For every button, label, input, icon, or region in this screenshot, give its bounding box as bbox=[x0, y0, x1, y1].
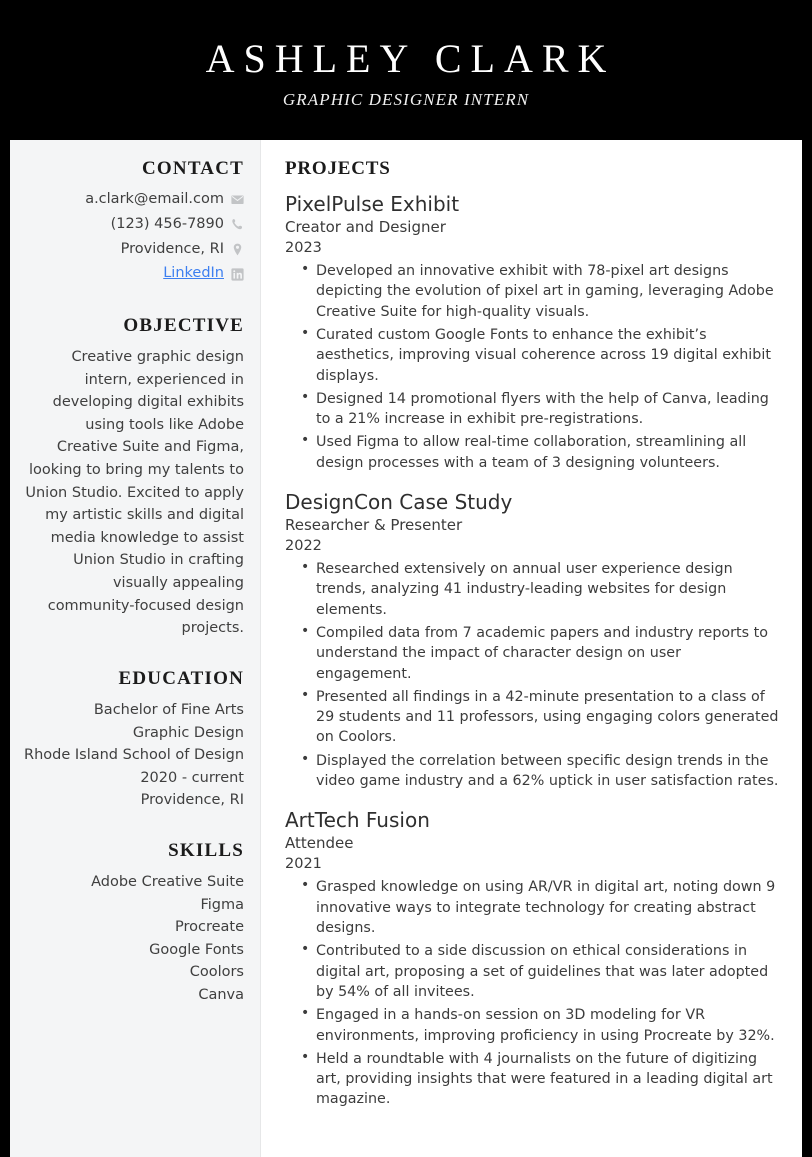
project-bullet: • Used Figma to allow real-time collaboration, streamlining all design processes with a team of 3 designing volunteers. bbox=[316, 432, 780, 473]
project-role: Attendee bbox=[285, 834, 354, 853]
project-bullets bbox=[285, 877, 780, 1109]
project-title: ArtTech Fusion bbox=[285, 808, 430, 833]
project-bullets bbox=[285, 559, 780, 791]
project-bullet: • Developed an innovative exhibit with 78-pixel art designs depicting the evolution of pixel art in gaming, leveraging Adobe Creative Suite for high-quality visuals. bbox=[316, 261, 780, 322]
candidate-job-title: GRAPHIC DESIGNER INTERN bbox=[282, 90, 530, 109]
contact-item-linkedin[interactable] bbox=[24, 263, 244, 285]
education-line: 2020 - current bbox=[140, 769, 244, 786]
project-bullets bbox=[285, 261, 780, 473]
candidate-name: ASHLEY CLARK bbox=[205, 36, 616, 81]
contact-heading: CONTACT bbox=[142, 158, 244, 179]
contact-linkedin-link[interactable]: LinkedIn bbox=[163, 265, 224, 282]
objective-section bbox=[24, 315, 244, 640]
resume-header bbox=[0, 0, 812, 140]
skill-item: Figma bbox=[200, 896, 244, 913]
project-bullet: • Engaged in a hands-on session on 3D modeling for VR environments, improving proficiency in using Procreate by 32%. bbox=[316, 1005, 780, 1046]
education-line: Bachelor of Fine Arts bbox=[93, 701, 244, 718]
project-bullet: • Compiled data from 7 academic papers and industry reports to understand the impact of character design on user engagement. bbox=[316, 623, 780, 684]
skill-item: Procreate bbox=[174, 919, 244, 936]
skill-item: Adobe Creative Suite bbox=[91, 873, 244, 890]
project-year: 2022 bbox=[285, 537, 322, 554]
objective-heading: OBJECTIVE bbox=[123, 315, 244, 336]
project-bullet: • Presented all findings in a 42-minute presentation to a class of 29 students and 11 professors, using engaging colors generated on Coolors. bbox=[316, 687, 780, 748]
project-role: Researcher & Presenter bbox=[285, 516, 463, 535]
skill-item: Google Fonts bbox=[149, 941, 244, 958]
project-year: 2023 bbox=[285, 239, 322, 256]
education-heading: EDUCATION bbox=[118, 667, 244, 689]
project-bullet: • Contributed to a side discussion on ethical considerations in digital art, proposing a set of guidelines that was later adopted by 54% of all invitees. bbox=[316, 941, 780, 1002]
skills-section bbox=[24, 840, 244, 1007]
project-year: 2021 bbox=[285, 855, 322, 872]
contact-item-phone bbox=[24, 214, 244, 236]
main-content bbox=[261, 140, 802, 1157]
project-entry bbox=[285, 808, 780, 1109]
contact-location-text: Providence, RI bbox=[120, 240, 224, 257]
contact-section bbox=[24, 158, 244, 285]
project-entry bbox=[285, 192, 780, 473]
education-line: Providence, RI bbox=[140, 792, 244, 809]
project-title: DesignCon Case Study bbox=[285, 490, 513, 515]
projects-heading: PROJECTS bbox=[285, 158, 391, 179]
sidebar bbox=[10, 140, 261, 1157]
contact-phone-text: (123) 456-7890 bbox=[110, 215, 224, 232]
education-section bbox=[24, 668, 244, 812]
contact-email-text: a.clark@email.com bbox=[85, 191, 224, 207]
skill-item: Canva bbox=[198, 987, 244, 1004]
project-role: Creator and Designer bbox=[285, 218, 446, 236]
project-bullet: • Grasped knowledge on using AR/VR in digital art, noting down 9 innovative ways to integrate technology for creating abstract designs. bbox=[316, 877, 780, 938]
project-bullet: • Designed 14 promotional flyers with the help of Canva, leading to a 21% increase in exhibit pre-registrations. bbox=[316, 389, 780, 430]
resume-body bbox=[10, 140, 802, 1157]
phone-icon bbox=[231, 218, 244, 231]
skill-item: Coolors bbox=[189, 964, 244, 981]
project-bullet: • Held a roundtable with 4 journalists on the future of digitizing art, providing insights that were featured in a leading digital art magazine. bbox=[316, 1049, 780, 1110]
envelope-icon bbox=[231, 193, 244, 206]
objective-text: Creative graphic design intern, experienced in developing digital exhibits using tools like Adobe Creative Suite and Figma, looking to bring my talents to Union Studio. Excited to apply my artistic skills and digital media knowledge to assist Union Studio in crafting visually appealing community-focused design projects. bbox=[25, 349, 244, 637]
education-list bbox=[24, 699, 244, 812]
education-line: Rhode Island School of Design bbox=[24, 747, 245, 764]
skills-list bbox=[24, 871, 244, 1007]
project-title: PixelPulse Exhibit bbox=[285, 192, 460, 216]
project-bullet: • Curated custom Google Fonts to enhance the exhibit’s aesthetics, improving visual coherence across 19 digital exhibit displays. bbox=[316, 325, 780, 386]
project-bullet: • Researched extensively on annual user experience design trends, analyzing 41 industry-leading websites for design elements. bbox=[316, 559, 780, 620]
location-pin-icon bbox=[231, 243, 244, 256]
education-line: Graphic Design bbox=[132, 724, 244, 741]
contact-item-email bbox=[24, 189, 244, 211]
project-bullet: • Displayed the correlation between specific design trends in the video game industry and a 62% uptick in user satisfaction rates. bbox=[316, 751, 780, 792]
contact-item-location bbox=[24, 239, 244, 261]
linkedin-icon bbox=[231, 268, 244, 281]
project-entry bbox=[285, 490, 780, 791]
skills-heading: SKILLS bbox=[168, 839, 244, 861]
